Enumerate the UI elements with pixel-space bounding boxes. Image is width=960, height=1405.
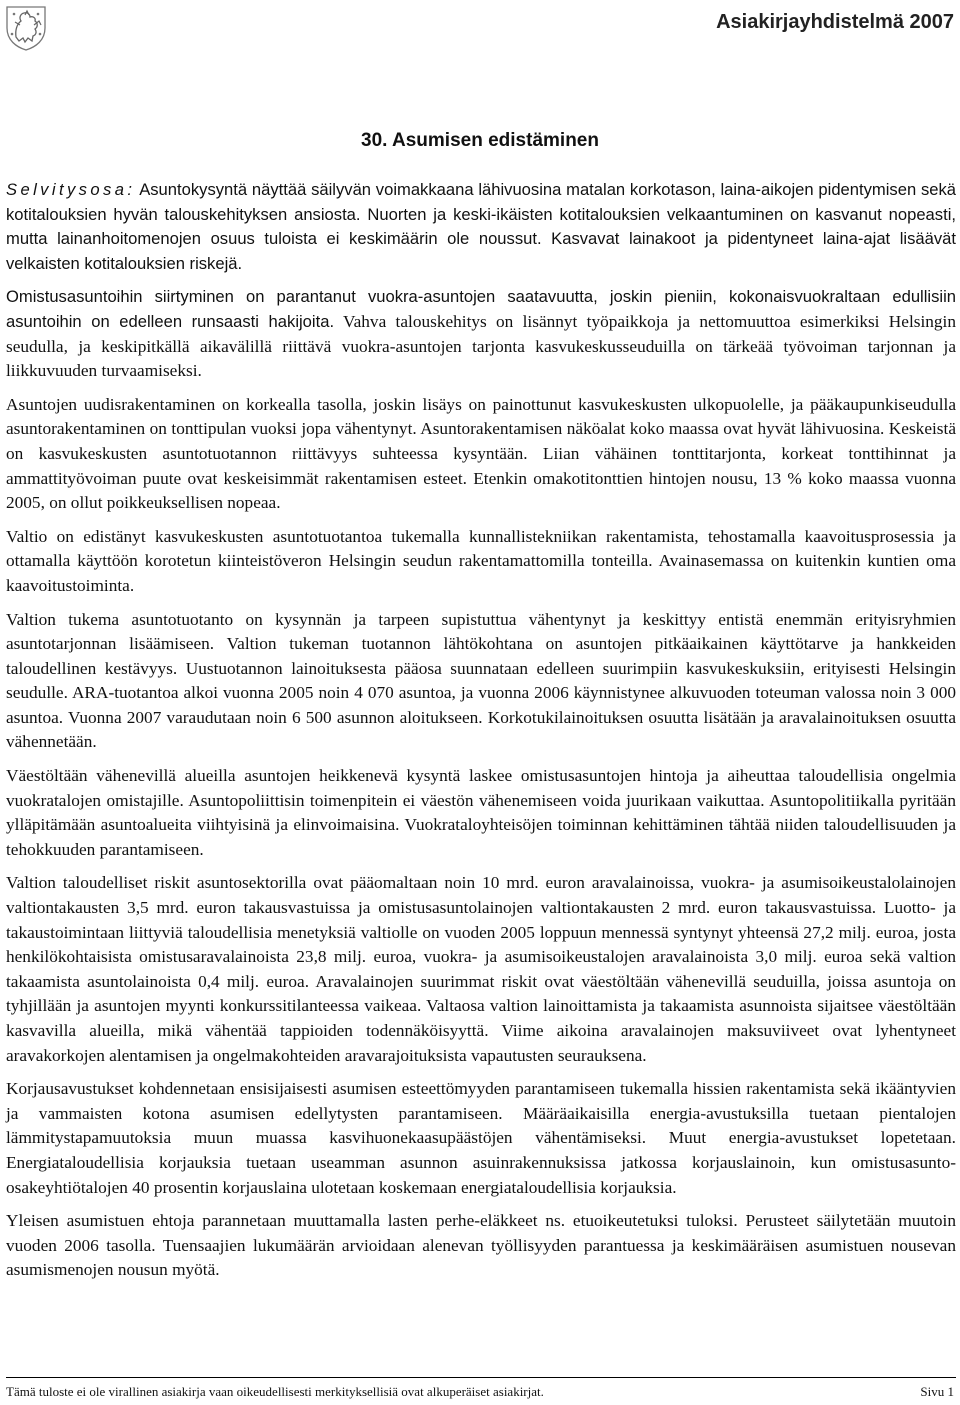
document-title: Asiakirjayhdistelmä 2007	[716, 11, 954, 33]
paragraph-state-promotion: Valtio on edistänyt kasvukeskusten asuntotuotantoa tukemalla kunnallistekniikan rakentamista, tehostamalla kaavoitusprosessia ja ottamalla käyttöön korotetun kiinteistöveron Helsingin seudun rakentamattomilla tonteilla. Avainasemassa on kuitenkin kuntien oma kaavoitustoiminta.	[6, 526, 956, 595]
paragraph-text: Vahva talouskehitys on lisännyt työpaikkoja ja nettomuuttoa esimerkiksi Helsingin seudulla, ja keskipitkällä aikavälillä riittävä vuokra-asuntojen tarjonta kasvukeskusseuduilla on tärkeää työvoiman tarjonnan ja liikkuvuuden turvaamiseksi.	[6, 311, 956, 381]
section-heading: 30. Asumisen edistäminen	[361, 130, 599, 151]
coat-of-arms-lion-icon	[4, 4, 48, 52]
paragraph-state-supported-production: Valtion tukema asuntotuotanto on kysynnän ja tarpeen supistuttua vähentynyt ja keskittyy entistä enemmän erityisryhmien asuntotarjonnan lisäämiseen. Valtion tukeman tuotannon lähtökohtana on asuntojen pitkäaikainen käyttötarve ja hankkeiden taloudellinen kestävyys. Uustuotannon lainoituksesta pääosa suunnataan edelleen suurimpiin kasvukeskuksiin, erityisesti Helsingin seudulle. ARA-tuotantoa alkoi vuonna 2005 noin 4 070 asuntoa, ja vuonna 2006 käynnistynee alkuvuoden toteuman valossa noin 3 000 asuntoa. Vuonna 2007 varaudutaan noin 6 500 asunnon aloitukseen. Korkotukilainoituksen osuutta lisätään ja aravalainoituksen osuutta vähennetään.	[6, 609, 956, 752]
paragraph-declining-regions: Väestöltään vähenevillä alueilla asuntojen heikkenevä kysyntä laskee omistusasuntojen hintoja ja aiheuttaa taloudellisia ongelmia vuokratalojen omistajille. Asuntopoliittisin toimenpitein ei väestön vähenemiseen voida juurikaan vaikuttaa. Asuntopolitiikalla pyritään ylläpitämään asuntoalueita viihtyisinä ja elinvoimaisina. Vuokrataloyhteisöjen toiminnan kehittäminen tähtää niiden taloudellisuuden ja tehokkuuden parantamiseen.	[6, 766, 956, 859]
paragraph-renovation-grants: Korjausavustukset kohdennetaan ensisijaisesti asumisen esteettömyyden parantamiseen tukemalla hissien rakentamista sekä ikääntyvien ja vammaisten kotona asumisen edellytysten parantamiseen. Määräaikaisilla energia-avustuksilla tuetaan pientalojen lämmitystapamuutoksia muun muassa kasvihuonekaasupäästöjen vähentämiseksi. Muut energia-avustukset lopetetaan. Energiataloudellisia korjauksia tuetaan useamman asunnon asuinrakennuksissa jatkossa korjauslainoin, kun omistusasunto-osakeyhtiötalojen 40 prosentin korjauslaina ulotetaan koskemaan energiataloudellisia korjauksia.	[6, 1079, 956, 1197]
page-number: Sivu 1	[920, 1384, 954, 1399]
paragraph-explanatory-part	[6, 178, 956, 276]
document-body	[6, 178, 956, 1292]
paragraph-text: Omistusasuntoihin siirtyminen on parantanut vuokra-asuntojen saatavuutta, joskin pieniin, kokonaisvuokraltaan edullisiin asuntoihin on edelleen runsaasti hakijoita.	[6, 287, 956, 331]
footer-divider	[6, 1377, 956, 1378]
paragraph-rental-housing	[6, 285, 956, 383]
paragraph-text: Asuntokysyntä näyttää säilyvän voimakkaana lähivuosina matalan korkotason, laina-aikojen pidentymisen sekä kotitalouksien hyvän talouskehityksen ansiosta. Nuorten ja keski-ikäisten kotitalouksien velkaantuminen on kasvanut nopeasti, mutta lainanhoitomenojen osuus tuloista ei keskimäärin ole noussut. Kasvavat lainakoot ja pidentyneet laina-ajat lisäävät velkaisten kotitalouksien riskejä.	[6, 180, 956, 273]
explanatory-part-label: Selvitysosa:	[6, 180, 136, 199]
paragraph-financial-risks: Valtion taloudelliset riskit asuntosektorilla ovat pääomaltaan noin 10 mrd. euron aravalainoissa, vuokra- ja asumisoikeustalolainojen valtiontakausten 3,5 mrd. euron takausvastuissa ja omistusasuntolainojen valtiontakausten 2 mrd. euron takausvastuissa. Luotto- ja takaustoimintaan liittyviä taloudellisia menetyksiä valtiolle on vuoden 2005 loppuun mennessä syntynyt yhteensä 27,2 milj. euroa, josta henkilökohtaisista omistusaravalainoista 23,8 milj. euroa, vuokra- ja asumisoikeustalojen aravalainoista 3,0 milj. euroa sekä valtion takaamista asuntolainoista 0,4 milj. euroa. Aravalainojen suurimmat riskit ovat väestöltään vähenevillä seuduilla, joissa asuntoja on tyhjillään ja asuntojen myynti konkurssitilanteessa vaikeaa. Valtaosa valtion lainoittamista ja takaamista asunnoista sijaitsee väestöltään kasvavilla alueilla, mikä vähentää tappioiden todennäköisyyttä. Viime aikoina aravalainojen maksuviiveet ovat lyhentyneet aravakorkojen alentamisen ja ongelmakohteiden aravarajoituksista vapautusten seurauksena.	[6, 873, 956, 1065]
paragraph-new-construction: Asuntojen uudisrakentaminen on korkealla tasolla, joskin lisäys on painottunut kasvukeskusten ulkopuolelle, ja pääkaupunkiseudulla asuntorakentaminen on tonttipulan vuoksi jopa vähentynyt. Asuntorakentamisen näköalat koko maassa ovat hyvät lähivuosina. Keskeistä on kasvukeskusten asuntotuotannon riittävyys suhteessa kysyntään. Liian vähäinen tonttitarjonta, korkeat tonttihinnat ja ammattityövoiman puute ovat keskeisimmät rakentamisen esteet. Etenkin omakotitonttien hintojen nousu, 13 % koko maassa vuonna 2005, on ollut poikkeuksellisen nopeaa.	[6, 394, 956, 513]
paragraph-housing-allowance: Yleisen asumistuen ehtoja parannetaan muuttamalla lasten perhe-eläkkeet ns. etuoikeutetuksi tuloksi. Perusteet säilytetään muutoin vuoden 2006 tasolla. Tuensaajien lukumäärän arvioidaan alenevan työllisyyden parantuessa ja keskimääräisen asumistuen nousevan asumismenojen nousun myötä.	[6, 1211, 956, 1280]
footer-disclaimer: Tämä tuloste ei ole virallinen asiakirja vaan oikeudellisesti merkityksellisiä ovat alkuperäiset asiakirjat.	[6, 1384, 544, 1399]
